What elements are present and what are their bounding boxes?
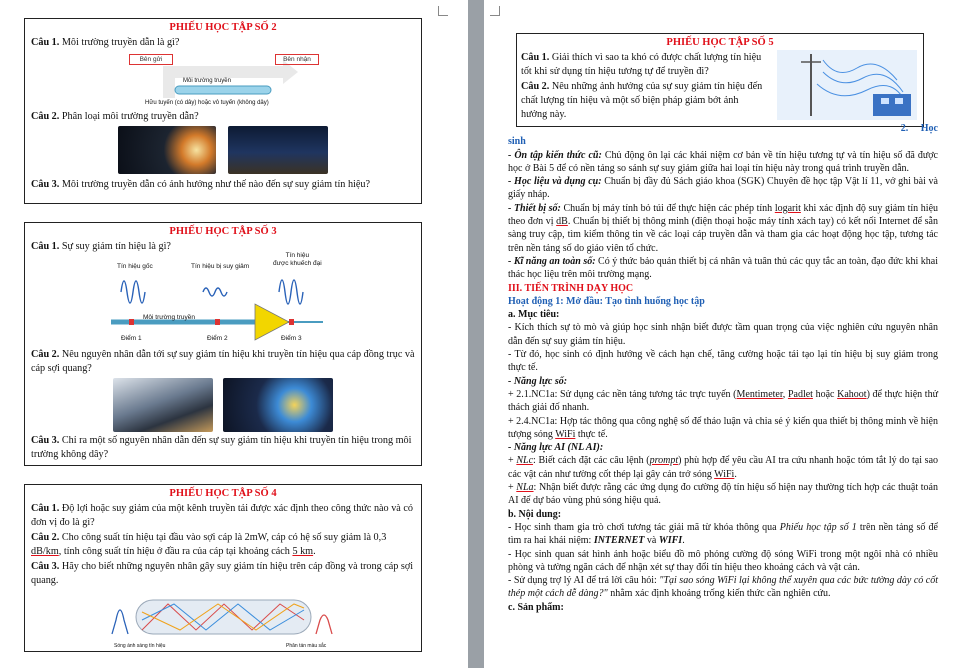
- card-title: PHIẾU HỌC TẬP SỐ 3: [169, 226, 277, 237]
- signal-wave-caption: Sóng ánh sáng tín hiệu: [114, 643, 166, 649]
- media-photos: [118, 126, 328, 176]
- product-heading: c. Sản phẩm:: [508, 601, 564, 613]
- paragraph-review: - Ôn tập kiến thức cũ: Chủ động ôn lại các khái niệm cơ bản về tín hiệu tương tự và tín hiệu số đã được học ở Bài 5 để có nền tảng so sánh sự suy giảm giữa hai loại tín hiệu này trong quá trình truyền dẫn.: [508, 149, 938, 174]
- worksheet-card-4: [24, 484, 422, 652]
- card-title: PHIẾU HỌC TẬP SỐ 4: [169, 488, 277, 499]
- worksheet-card-2: [24, 18, 422, 204]
- card-title: PHIẾU HỌC TẬP SỐ 2: [169, 22, 277, 33]
- digital-skill-2: + 2.4.NC1a: Hợp tác thông qua công nghệ số để thảo luận và chia sẻ ý kiến qua thiết bị thông minh về hiện tượng sóng WiFi thực tế.: [508, 415, 938, 440]
- content-heading: b. Nội dung:: [508, 508, 562, 520]
- paragraph-materials: - Học liệu và dụng cụ: Chuẩn bị đầy đủ Sách giáo khoa (SGK) Chuyên đề học tập Vật lí 11, vở ghi bài và giấy nháp.: [508, 176, 938, 201]
- point-1-label: Điểm 1: [121, 335, 142, 342]
- question-1: Câu 1. Sự suy giảm tín hiệu là gì?: [31, 241, 171, 252]
- fiber-dispersion-diagram: [108, 590, 338, 648]
- fiber-optic-photo: [118, 126, 216, 174]
- cable-photos: [113, 378, 333, 432]
- original-signal-label: Tín hiệu gốc: [117, 263, 153, 270]
- question-2: Câu 2. Nêu nguyên nhân dẫn tới sự suy giảm tín hiệu khi truyền tín hiệu qua cáp đồng trục và cáp sợi quang?: [31, 349, 415, 374]
- dispersion-caption: Phân tán màu sắc: [286, 643, 327, 649]
- medium-label: Môi trường truyền: [183, 78, 231, 84]
- attenuation-diagram: [103, 252, 343, 346]
- content-1: - Học sinh tham gia trò chơi tương tác giải mã từ khóa thông qua Phiếu học tập số 1 trên nền tảng số để tìm ra hai khái niệm: INTERNET và WIFI.: [508, 521, 938, 547]
- activity-1-heading: Hoạt động 1: Mở đầu: Tạo tình huống học tập: [508, 295, 705, 307]
- worksheet-card-5: [516, 33, 924, 127]
- attenuated-signal-label: Tín hiệu bị suy giảm: [191, 263, 250, 270]
- corner-mark: [438, 6, 448, 16]
- fiber-cable-photo: [223, 378, 333, 432]
- digital-skill-heading: - Năng lực số:: [508, 375, 568, 387]
- question-1: Câu 1. Độ lợi hoặc suy giảm của một kênh truyền tải được xác định theo công thức nào và có đơn vị đo là gì?: [31, 503, 413, 528]
- interference-illustration: [777, 50, 917, 120]
- satellite-dish-photo: [228, 126, 328, 174]
- card-5-questions: [521, 50, 767, 123]
- ai-skill-1: + NLc: Biết cách đặt các câu lệnh (prompt) phù hợp để yêu cầu AI tra cứu nhanh hoặc tóm tắt lý do tại sao các vật cản như tường cốt thép lại gây cản trở sóng WiFi.: [508, 455, 939, 480]
- amplified-signal-label: Tín hiệu được khuếch đại: [273, 252, 322, 267]
- question-2: Câu 2. Phân loại môi trường truyền dẫn?: [31, 111, 199, 122]
- main-text: [508, 122, 938, 614]
- right-page: [484, 0, 953, 668]
- coaxial-cable-photo: [113, 378, 213, 432]
- corner-mark: [490, 6, 500, 16]
- section-2-heading-cont: sinh: [508, 136, 526, 148]
- digital-skill-1: + 2.1.NC1a: Sử dụng các nền tảng tương tác trực tuyến (Mentimeter, Padlet hoặc Kahoot) để thực hiện thử thách giải đố nhanh.: [508, 388, 939, 414]
- goal-1: - Kích thích sự tò mò và giúp học sinh nhận biết được tầm quan trọng của việc nghiên cứu nguyên nhân dẫn đến sự suy giảm tín hiệu.: [508, 322, 938, 347]
- goal-2: - Từ đó, học sinh có định hướng về cách hạn chế, tăng cường hoặc tái tạo lại tín hiệu bị suy giảm trong thực tế.: [508, 349, 938, 374]
- question-1: Câu 1. Giải thích vì sao ta khó có được chất lượng tín hiệu tốt khi sử dụng tín hiệu tương tự để truyền đi?: [521, 52, 762, 77]
- question-2: Câu 2. Cho công suất tín hiệu tại đầu vào sợi cáp là 2mW, cáp có hệ số suy giảm là 0,3 dB/km, tính công suất tín hiệu ở đầu ra của cáp tại khoảng cách 5 km.: [31, 532, 387, 557]
- goal-heading: a. Mục tiêu:: [508, 309, 560, 321]
- card-title: PHIẾU HỌC TẬP SỐ 5: [666, 37, 774, 48]
- ai-skill-heading: - Năng lực AI (NL AI):: [508, 442, 604, 454]
- transmission-diagram: [123, 52, 323, 108]
- section-3-heading: III. TIẾN TRÌNH DẠY HỌC: [508, 282, 634, 294]
- question-2: Câu 2. Nêu những ảnh hưởng của sự suy giảm tín hiệu đến chất lượng tín hiệu và một số biện pháp giảm bớt ảnh hưởng này.: [521, 81, 763, 120]
- paragraph-devices: - Thiết bị số: Chuẩn bị máy tính bỏ túi để thực hiện các phép tính logarit khi xác định độ suy giảm tín hiệu theo đơn vị dB. Chuẩn bị thiết bị thông minh (điện thoại hoặc máy tính xách tay) có kết nối Internet để sẵn sàng truy cập, tìm kiếm thông tin về các loại cáp truyền dẫn và tham gia các hoạt động học tập, tương tác trên nền tảng số do giáo viên tổ chức.: [508, 202, 939, 254]
- receiver-box: Bên nhận: [275, 54, 319, 65]
- sender-box: Bên gửi: [129, 54, 173, 65]
- content-3: - Sử dụng trợ lý AI để trả lời câu hỏi: "Tại sao sóng WiFi lại không thể xuyên qua các bức tường dày có cốt thép một cách dễ dàng?" nhằm xác định khoảng trống kiến thức cần nghiên cứu.: [508, 575, 939, 600]
- paragraph-safety: - Kĩ năng an toàn số: Có ý thức bảo quản thiết bị cá nhân và tuân thủ các quy tắc an toàn, đạo đức khi khai thác học liệu trên môi trường mạng.: [508, 255, 938, 281]
- medium-label: Môi trường truyền: [143, 314, 195, 321]
- question-1: Câu 1. Môi trường truyền dẫn là gì?: [31, 37, 180, 48]
- section-2-heading: 2. Học: [900, 123, 938, 134]
- question-3: Câu 3. Hãy cho biết những nguyên nhân gây suy giảm tín hiệu trên cáp đồng và trong cáp sợi quang.: [31, 561, 414, 586]
- medium-caption: Hữu tuyến (có dây) hoặc vô tuyến (không dây): [145, 100, 269, 106]
- worksheet-card-3: [24, 222, 422, 466]
- point-3-label: Điểm 3: [281, 335, 302, 342]
- left-page: [0, 0, 468, 668]
- content-2: - Học sinh quan sát hình ảnh hoặc biểu đồ mô phỏng cường độ sóng WiFi trong một ngôi nhà có nhiều phòng và tường ngăn cách để nhận xét sự thay đổi tín hiệu theo khoảng cách và vật cản.: [508, 548, 938, 573]
- point-2-label: Điểm 2: [207, 335, 228, 342]
- question-3: Câu 3. Chỉ ra một số nguyên nhân dẫn đến sự suy giảm tín hiệu khi truyền tín hiệu trong môi trường không dây?: [31, 435, 412, 460]
- question-3: Câu 3. Môi trường truyền dẫn có ảnh hưởng như thế nào đến sự suy giảm tín hiệu?: [31, 179, 371, 190]
- ai-skill-2: + NLa: Nhận biết được rằng các ứng dụng đo cường độ tín hiệu số hiện nay thường tích hợp các thuật toán AI để dự báo vùng phủ sóng hiệu quả.: [508, 482, 938, 507]
